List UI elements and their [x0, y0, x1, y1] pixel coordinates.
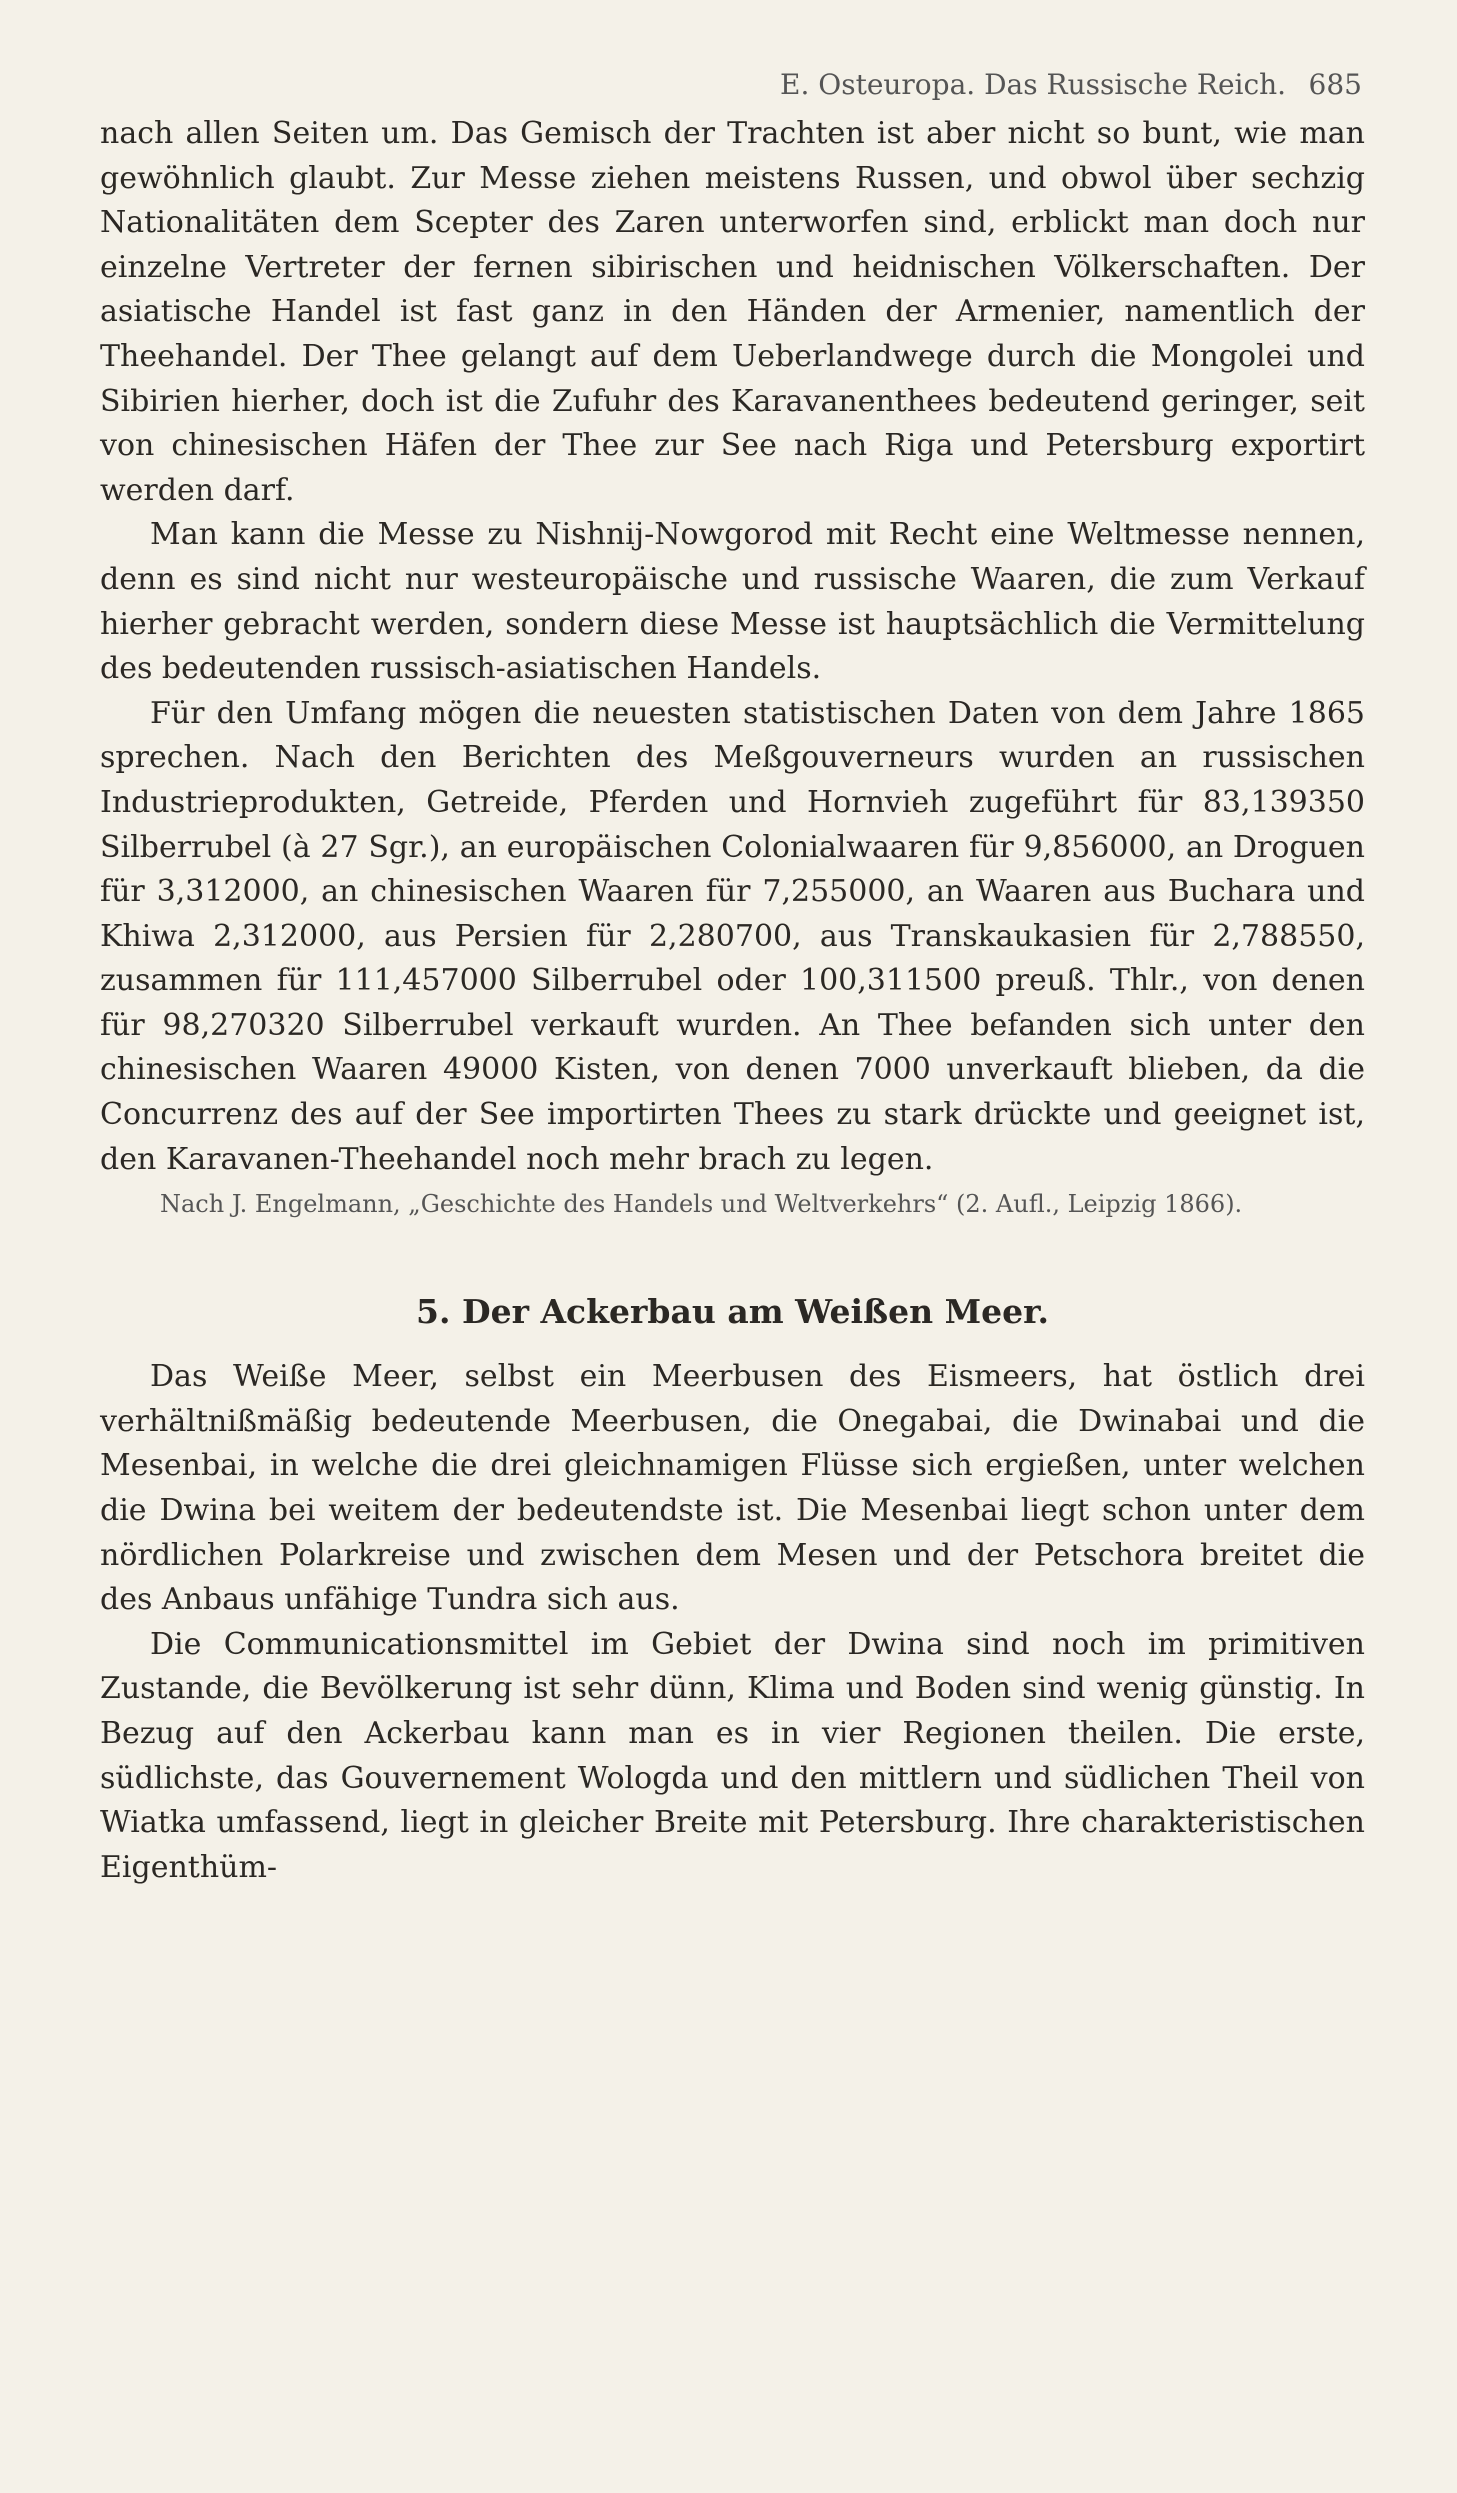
- paragraph: Für den Umfang mögen die neuesten statistischen Daten von dem Jahre 1865 sprechen. Nach den Berichten des Meßgouverneurs wurden an russischen Industrieprodukten, Getreide, Pferden und Hornvieh zugeführt für 83,139350 Silberrubel (à 27 Sgr.), an europäischen Colonialwaaren für 9,856000, an Droguen für 3,312000, an chinesischen Waaren für 7,255000, an Waaren aus Buchara und Khiwa 2,312000, aus Persien für 2,280700, aus Transkaukasien für 2,788550, zusammen für 111,457000 Silberrubel oder 100,311500 preuß. Thlr., von denen für 98,270320 Silberrubel verkauft wurden. An Thee befanden sich unter den chinesischen Waaren 49000 Kisten, von denen 7000 unverkauft blieben, da die Concurrenz des auf der See importirten Thees zu stark drückte und geeignet ist, den Karavanen-Theehandel noch mehr brach zu legen.: [100, 695, 1365, 1177]
- paragraph: Die Communicationsmittel im Gebiet der Dwina sind noch im primitiven Zustande, die Bevölkerung ist sehr dünn, Klima und Boden sind wenig günstig. In Bezug auf den Ackerbau kann man es in vier Regionen theilen. Die erste, südlichste, das Gouvernement Wologda und den mittlern und südlichen Theil von Wiatka umfassend, liegt in gleicher Breite mit Petersburg. Ihre charakteristischen Eigenthüm-: [100, 1626, 1365, 1885]
- paragraph: Das Weiße Meer, selbst ein Meerbusen des Eismeers, hat östlich drei verhältnißmäßig bedeutende Meerbusen, die Onegabai, die Dwinabai und die Mesenbai, in welche die drei gleichnamigen Flüsse sich ergießen, unter welchen die Dwina bei weitem der bedeutendste ist. Die Mesenbai liegt schon unter dem nördlichen Polarkreise und zwischen dem Mesen und der Petschora breitet die des Anbaus unfähige Tundra sich aus.: [100, 1359, 1365, 1618]
- page-number: 685: [1308, 68, 1362, 101]
- running-title: E. Osteuropa. Das Russische Reich.: [780, 68, 1287, 101]
- paragraph: nach allen Seiten um. Das Gemisch der Trachten ist aber nicht so bunt, wie man gewöhnlich glaubt. Zur Messe ziehen meistens Russen, und obwol über sechzig Nationalitäten dem Scepter des Zaren unterworfen sind, erblickt man doch nur einzelne Vertreter der fernen sibirischen und heidnischen Völkerschaften. Der asiatische Handel ist fast ganz in den Händen der Armenier, namentlich der Theehandel. Der Thee gelangt auf dem Ueberlandwege durch die Mongolei und Sibirien hierher, doch ist die Zufuhr des Karavanenthees bedeutend geringer, seit von chinesischen Häfen der Thee zur See nach Riga und Petersburg exportirt werden darf.: [100, 116, 1365, 508]
- paragraph: Man kann die Messe zu Nishnij-Nowgorod mit Recht eine Weltmesse nennen, denn es sind nicht nur westeuropäische und russische Waaren, die zum Verkauf hierher gebracht werden, sondern diese Messe ist hauptsächlich die Vermittelung des bedeutenden russisch-asiatischen Handels.: [100, 517, 1365, 687]
- page-body: [100, 112, 1365, 1890]
- source-citation: Nach J. Engelmann, „Geschichte des Handels und Weltverkehrs“ (2. Aufl., Leipzig 1866).: [160, 1190, 1243, 1219]
- running-header: [0, 68, 1457, 108]
- section-heading: 5. Der Ackerbau am Weißen Meer.: [416, 1292, 1049, 1332]
